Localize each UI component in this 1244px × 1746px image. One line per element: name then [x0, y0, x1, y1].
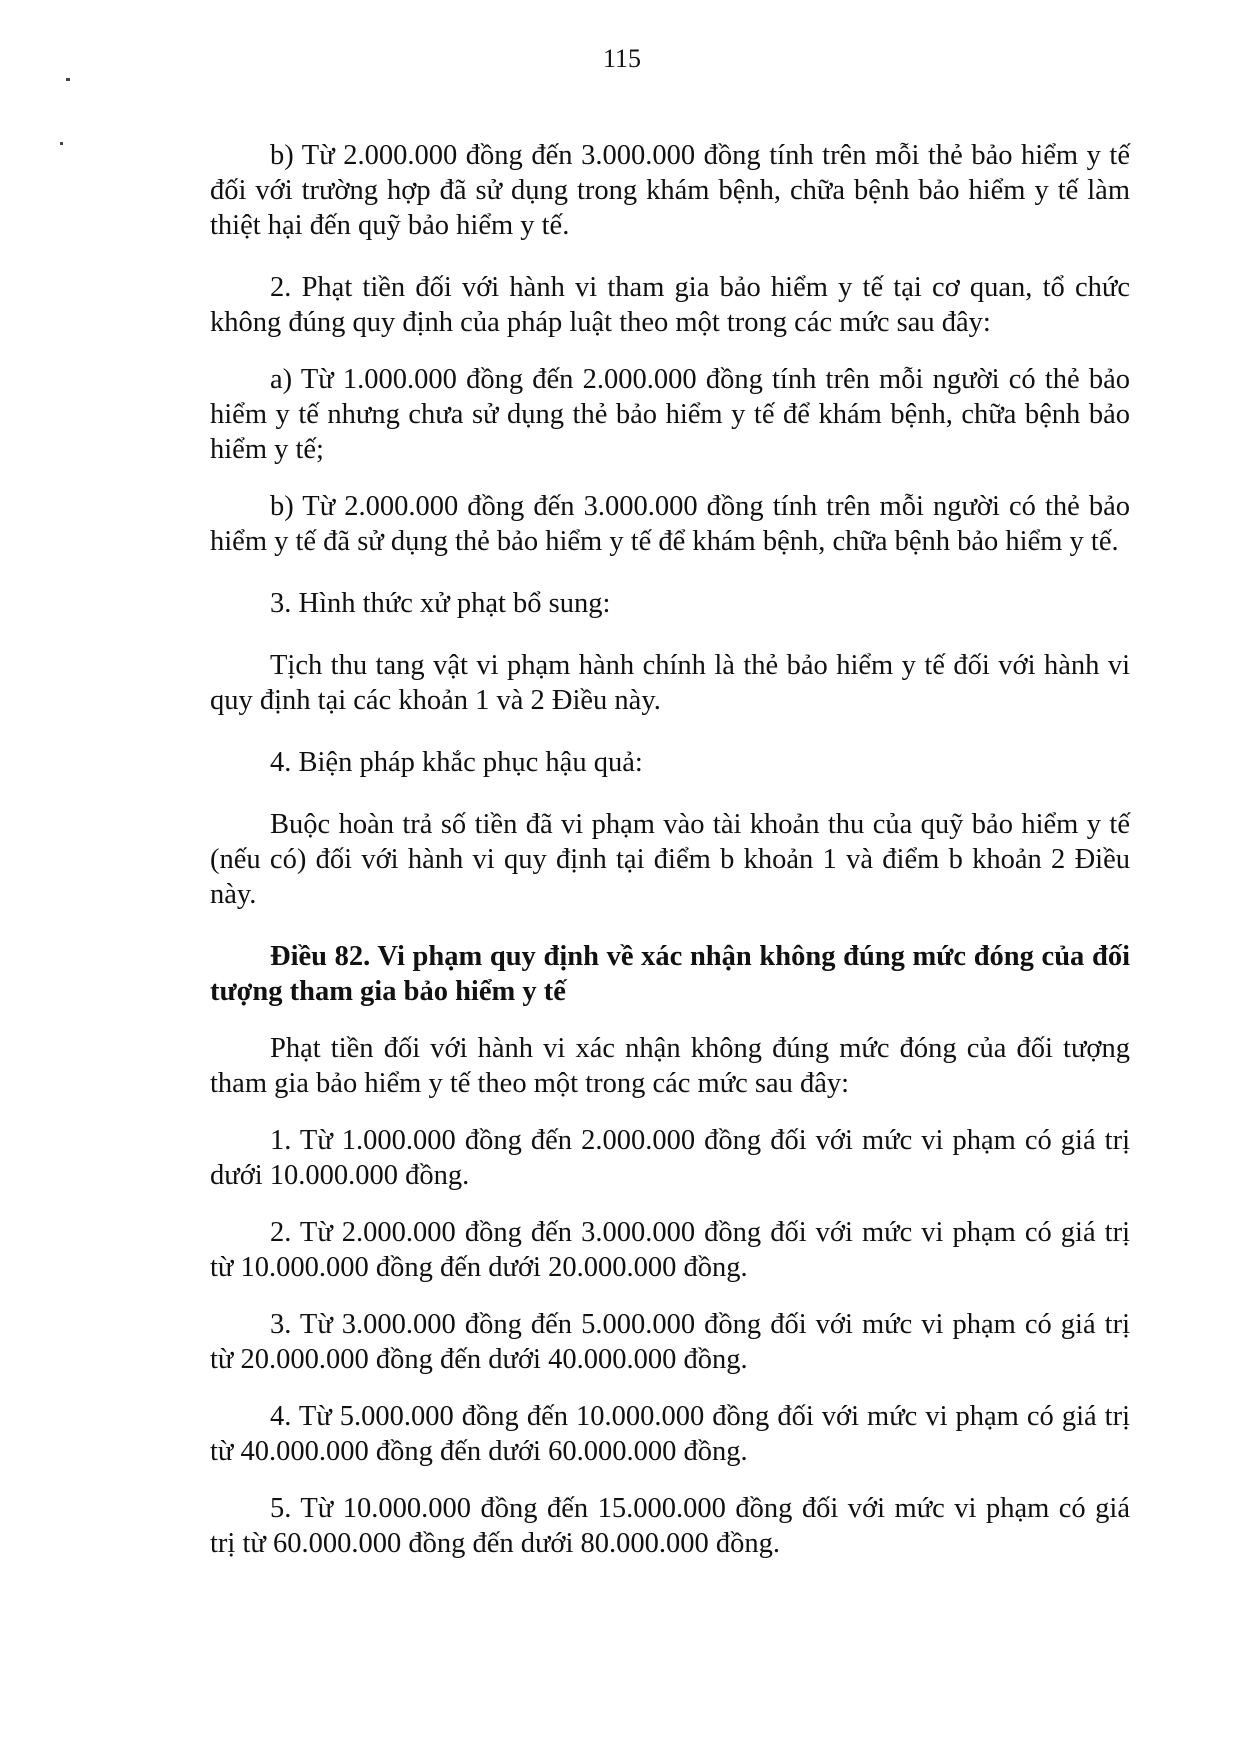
article-82-heading: Điều 82. Vi phạm quy định về xác nhận không đúng mức đóng của đối tượng tham gia bảo hiểm y tế: [210, 941, 1130, 1007]
article-82-item-5: 5. Từ 10.000.000 đồng đến 15.000.000 đồng đối với mức vi phạm có giá trị từ 60.000.000 đồng đến dưới 80.000.000 đồng.: [210, 1493, 1130, 1559]
paragraph-3-body: Tịch thu tang vật vi phạm hành chính là thẻ bảo hiểm y tế đối với hành vi quy định tại các khoản 1 và 2 Điều này.: [210, 650, 1130, 716]
article-82-intro: Phạt tiền đối với hành vi xác nhận không đúng mức đóng của đối tượng tham gia bảo hiểm y tế theo một trong các mức sau đây:: [210, 1033, 1130, 1099]
scan-speck: [60, 142, 63, 145]
paragraph-3: 3. Hình thức xử phạt bổ sung:: [270, 588, 611, 619]
paragraph-2a: a) Từ 1.000.000 đồng đến 2.000.000 đồng tính trên mỗi người có thẻ bảo hiểm y tế nhưng chưa sử dụng thẻ bảo hiểm y tế để khám bệnh, chữa bệnh bảo hiểm y tế;: [210, 364, 1130, 465]
paragraph-4: 4. Biện pháp khắc phục hậu quả:: [270, 747, 643, 778]
article-82-item-2: 2. Từ 2.000.000 đồng đến 3.000.000 đồng đối với mức vi phạm có giá trị từ 10.000.000 đồng đến dưới 20.000.000 đồng.: [210, 1217, 1130, 1283]
scan-speck: [66, 78, 70, 81]
article-82-item-4: 4. Từ 5.000.000 đồng đến 10.000.000 đồng đối với mức vi phạm có giá trị từ 40.000.000 đồng đến dưới 60.000.000 đồng.: [210, 1401, 1130, 1467]
article-82-item-1: 1. Từ 1.000.000 đồng đến 2.000.000 đồng đối với mức vi phạm có giá trị dưới 10.000.000 đồng.: [210, 1125, 1130, 1191]
paragraph-2b: b) Từ 2.000.000 đồng đến 3.000.000 đồng tính trên mỗi người có thẻ bảo hiểm y tế đã sử dụng thẻ bảo hiểm y tế để khám bệnh, chữa bệnh bảo hiểm y tế.: [210, 491, 1130, 557]
paragraph-1b: b) Từ 2.000.000 đồng đến 3.000.000 đồng tính trên mỗi thẻ bảo hiểm y tế đối với trường hợp đã sử dụng trong khám bệnh, chữa bệnh bảo hiểm y tế làm thiệt hại đến quỹ bảo hiểm y tế.: [210, 140, 1130, 241]
document-body: [210, 138, 1130, 1561]
paragraph-2: 2. Phạt tiền đối với hành vi tham gia bảo hiểm y tế tại cơ quan, tổ chức không đúng quy định của pháp luật theo một trong các mức sau đây:: [210, 272, 1130, 338]
page-number: 115: [602, 44, 642, 73]
article-82-item-3: 3. Từ 3.000.000 đồng đến 5.000.000 đồng đối với mức vi phạm có giá trị từ 20.000.000 đồng đến dưới 40.000.000 đồng.: [210, 1309, 1130, 1375]
paragraph-4-body: Buộc hoàn trả số tiền đã vi phạm vào tài khoản thu của quỹ bảo hiểm y tế (nếu có) đối với hành vi quy định tại điểm b khoản 1 và điểm b khoản 2 Điều này.: [210, 809, 1130, 910]
